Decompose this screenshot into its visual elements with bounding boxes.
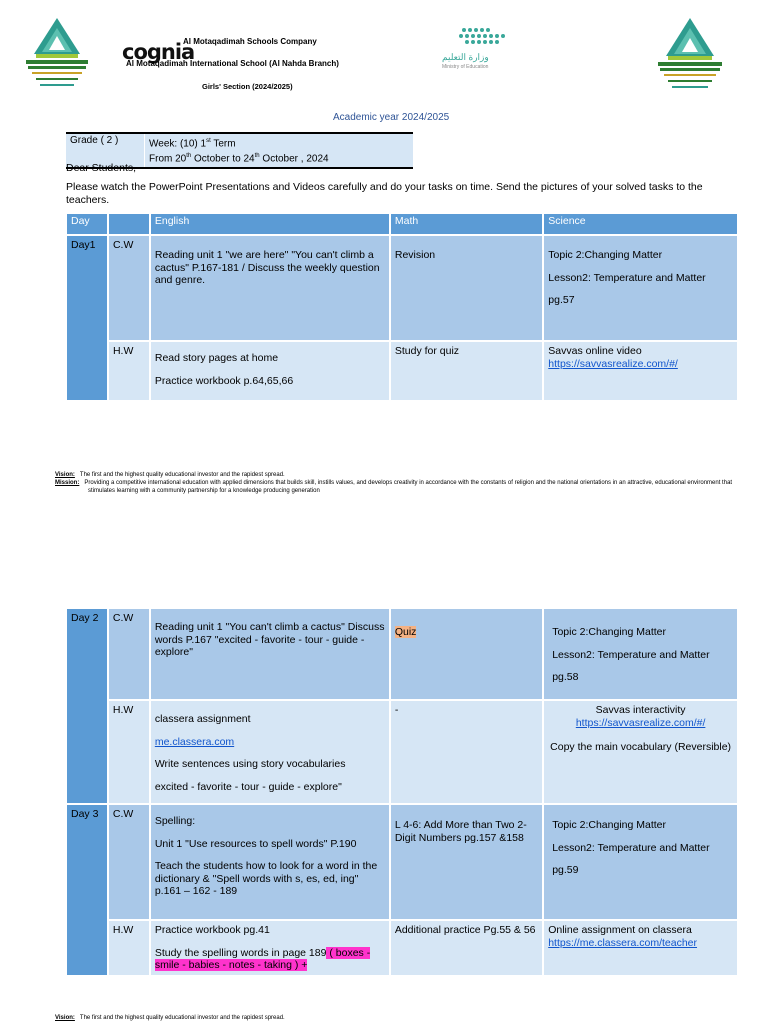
- school-name: Al Motaqadimah International School (Al Nahda Branch): [126, 59, 339, 68]
- grade-label: Grade ( 2 ): [66, 133, 145, 168]
- english-cell: Spelling: Unit 1 "Use resources to spell words" P.190 Teach the students how to look for a word in the dictionary & "Spell words with s, es, ed, ing" p.161 – 162 - 189: [150, 804, 390, 920]
- mission-label: Mission:: [55, 480, 80, 486]
- english-cell: classera assignment me.classera.com Write sentences using story vocabularies excited - favorite - tour - guide - explore": [150, 700, 390, 804]
- week-info: Week: (10) 1st Term From 20th October to 24th October , 2024: [145, 133, 414, 168]
- row-type: C.W: [108, 804, 150, 920]
- table-header-row: [66, 213, 738, 235]
- greeting: Dear Students,: [66, 162, 137, 174]
- school-emblem-icon: [22, 16, 92, 92]
- english-cell: Read story pages at home Practice workbook p.64,65,66: [150, 341, 390, 401]
- school-logo-right: [652, 16, 728, 94]
- table-row: [66, 804, 738, 920]
- company-name: Al Motaqadimah Schools Company: [183, 37, 317, 46]
- english-cell: Reading unit 1 "You can't climb a cactus" Discuss words P.167 "excited - favorite - tour - guide - explore": [150, 608, 390, 700]
- table-row: [66, 235, 738, 341]
- header-math: Math: [390, 213, 543, 235]
- row-type: C.W: [108, 608, 150, 700]
- vision-footer-bottom: [55, 1014, 735, 1022]
- table-row: [66, 341, 738, 401]
- math-cell: -: [390, 700, 543, 804]
- math-cell: Additional practice Pg.55 & 56: [390, 920, 543, 976]
- row-type: H.W: [108, 341, 150, 401]
- day-label: Day 3: [66, 804, 108, 976]
- classera-teacher-link[interactable]: https://me.classera.com/teacher: [548, 936, 698, 949]
- header-blank: [108, 213, 150, 235]
- science-cell: Topic 2:Changing Matter Lesson2: Temperature and Matter pg.57: [543, 235, 738, 341]
- ministry-english: Ministry of Education: [442, 64, 489, 70]
- science-cell: Online assignment on classera https://me.classera.com/teacher: [543, 920, 738, 976]
- english-cell: Practice workbook pg.41 Study the spelling words in page 189 ( boxes - smile - babies - notes - taking ) +: [150, 920, 390, 976]
- quiz-highlight: Quiz: [394, 626, 417, 638]
- table-row: [66, 700, 738, 804]
- english-cell: Reading unit 1 "we are here" "You can't climb a cactus" P.167-181 / Discuss the weekly question and genre.: [150, 235, 390, 341]
- ministry-logo: [440, 26, 516, 70]
- vision-mission-block: [55, 471, 735, 495]
- ministry-dots-icon: [440, 26, 516, 50]
- science-cell: Topic 2:Changing Matter Lesson2: Temperature and Matter pg.59: [543, 804, 738, 920]
- header-science: Science: [543, 213, 738, 235]
- cognia-logo: cognia: [122, 40, 195, 64]
- classera-link[interactable]: me.classera.com: [154, 735, 235, 748]
- math-cell: Study for quiz: [390, 341, 543, 401]
- day-label: Day 2: [66, 608, 108, 804]
- science-cell: Topic 2:Changing Matter Lesson2: Temperature and Matter pg.58: [543, 608, 738, 700]
- schedule-table-day1: [65, 212, 739, 402]
- school-emblem-icon: [652, 16, 728, 94]
- science-cell: Savvas online video https://savvasrealize.com/#/: [543, 341, 738, 401]
- header-english: English: [150, 213, 390, 235]
- instructions: Please watch the PowerPoint Presentations and Videos carefully and do your tasks on time. Send the pictures of your solved tasks to the teachers.: [66, 181, 703, 206]
- section-name: Girls' Section (2024/2025): [202, 82, 293, 91]
- table-row: [66, 608, 738, 700]
- spelling-words-highlight: ( boxes - smile - babies - notes - taking ) +: [154, 946, 371, 971]
- row-type: H.W: [108, 920, 150, 976]
- schedule-table-day2-3: [65, 607, 739, 977]
- math-cell: L 4-6: Add More than Two 2-Digit Numbers pg.157 &158: [390, 804, 543, 920]
- vision-label: Vision:: [55, 472, 75, 478]
- math-cell: Revision: [390, 235, 543, 341]
- row-type: C.W: [108, 235, 150, 341]
- mission-text: Providing a competitive international education with applied dimensions that builds skill, instills values, and develops creativity in accordance with the constants of religion and the national orientations in an attractive, educational environment that stimulates learning with a community partnership for a knowledge producing generation: [84, 480, 733, 494]
- savvas-link[interactable]: https://savvasrealize.com/#/: [575, 716, 706, 729]
- day-label: Day1: [66, 235, 108, 401]
- savvas-link[interactable]: https://savvasrealize.com/#/: [548, 357, 678, 370]
- vision-text: The first and the highest quality educational investor and the rapidest spread.: [79, 472, 285, 478]
- table-row: [66, 920, 738, 976]
- vision-label: Vision:: [55, 1015, 75, 1021]
- academic-year: Academic year 2024/2025: [333, 112, 450, 123]
- header-day: Day: [66, 213, 108, 235]
- vision-text: The first and the highest quality educational investor and the rapidest spread.: [79, 1015, 285, 1021]
- school-logo-left: [22, 16, 92, 92]
- ministry-arabic: وزارة التعليم: [442, 52, 489, 62]
- row-type: H.W: [108, 700, 150, 804]
- science-cell: Savvas interactivity https://savvasrealize.com/#/ Copy the main vocabulary (Reversible): [543, 700, 738, 804]
- math-cell: [390, 608, 543, 700]
